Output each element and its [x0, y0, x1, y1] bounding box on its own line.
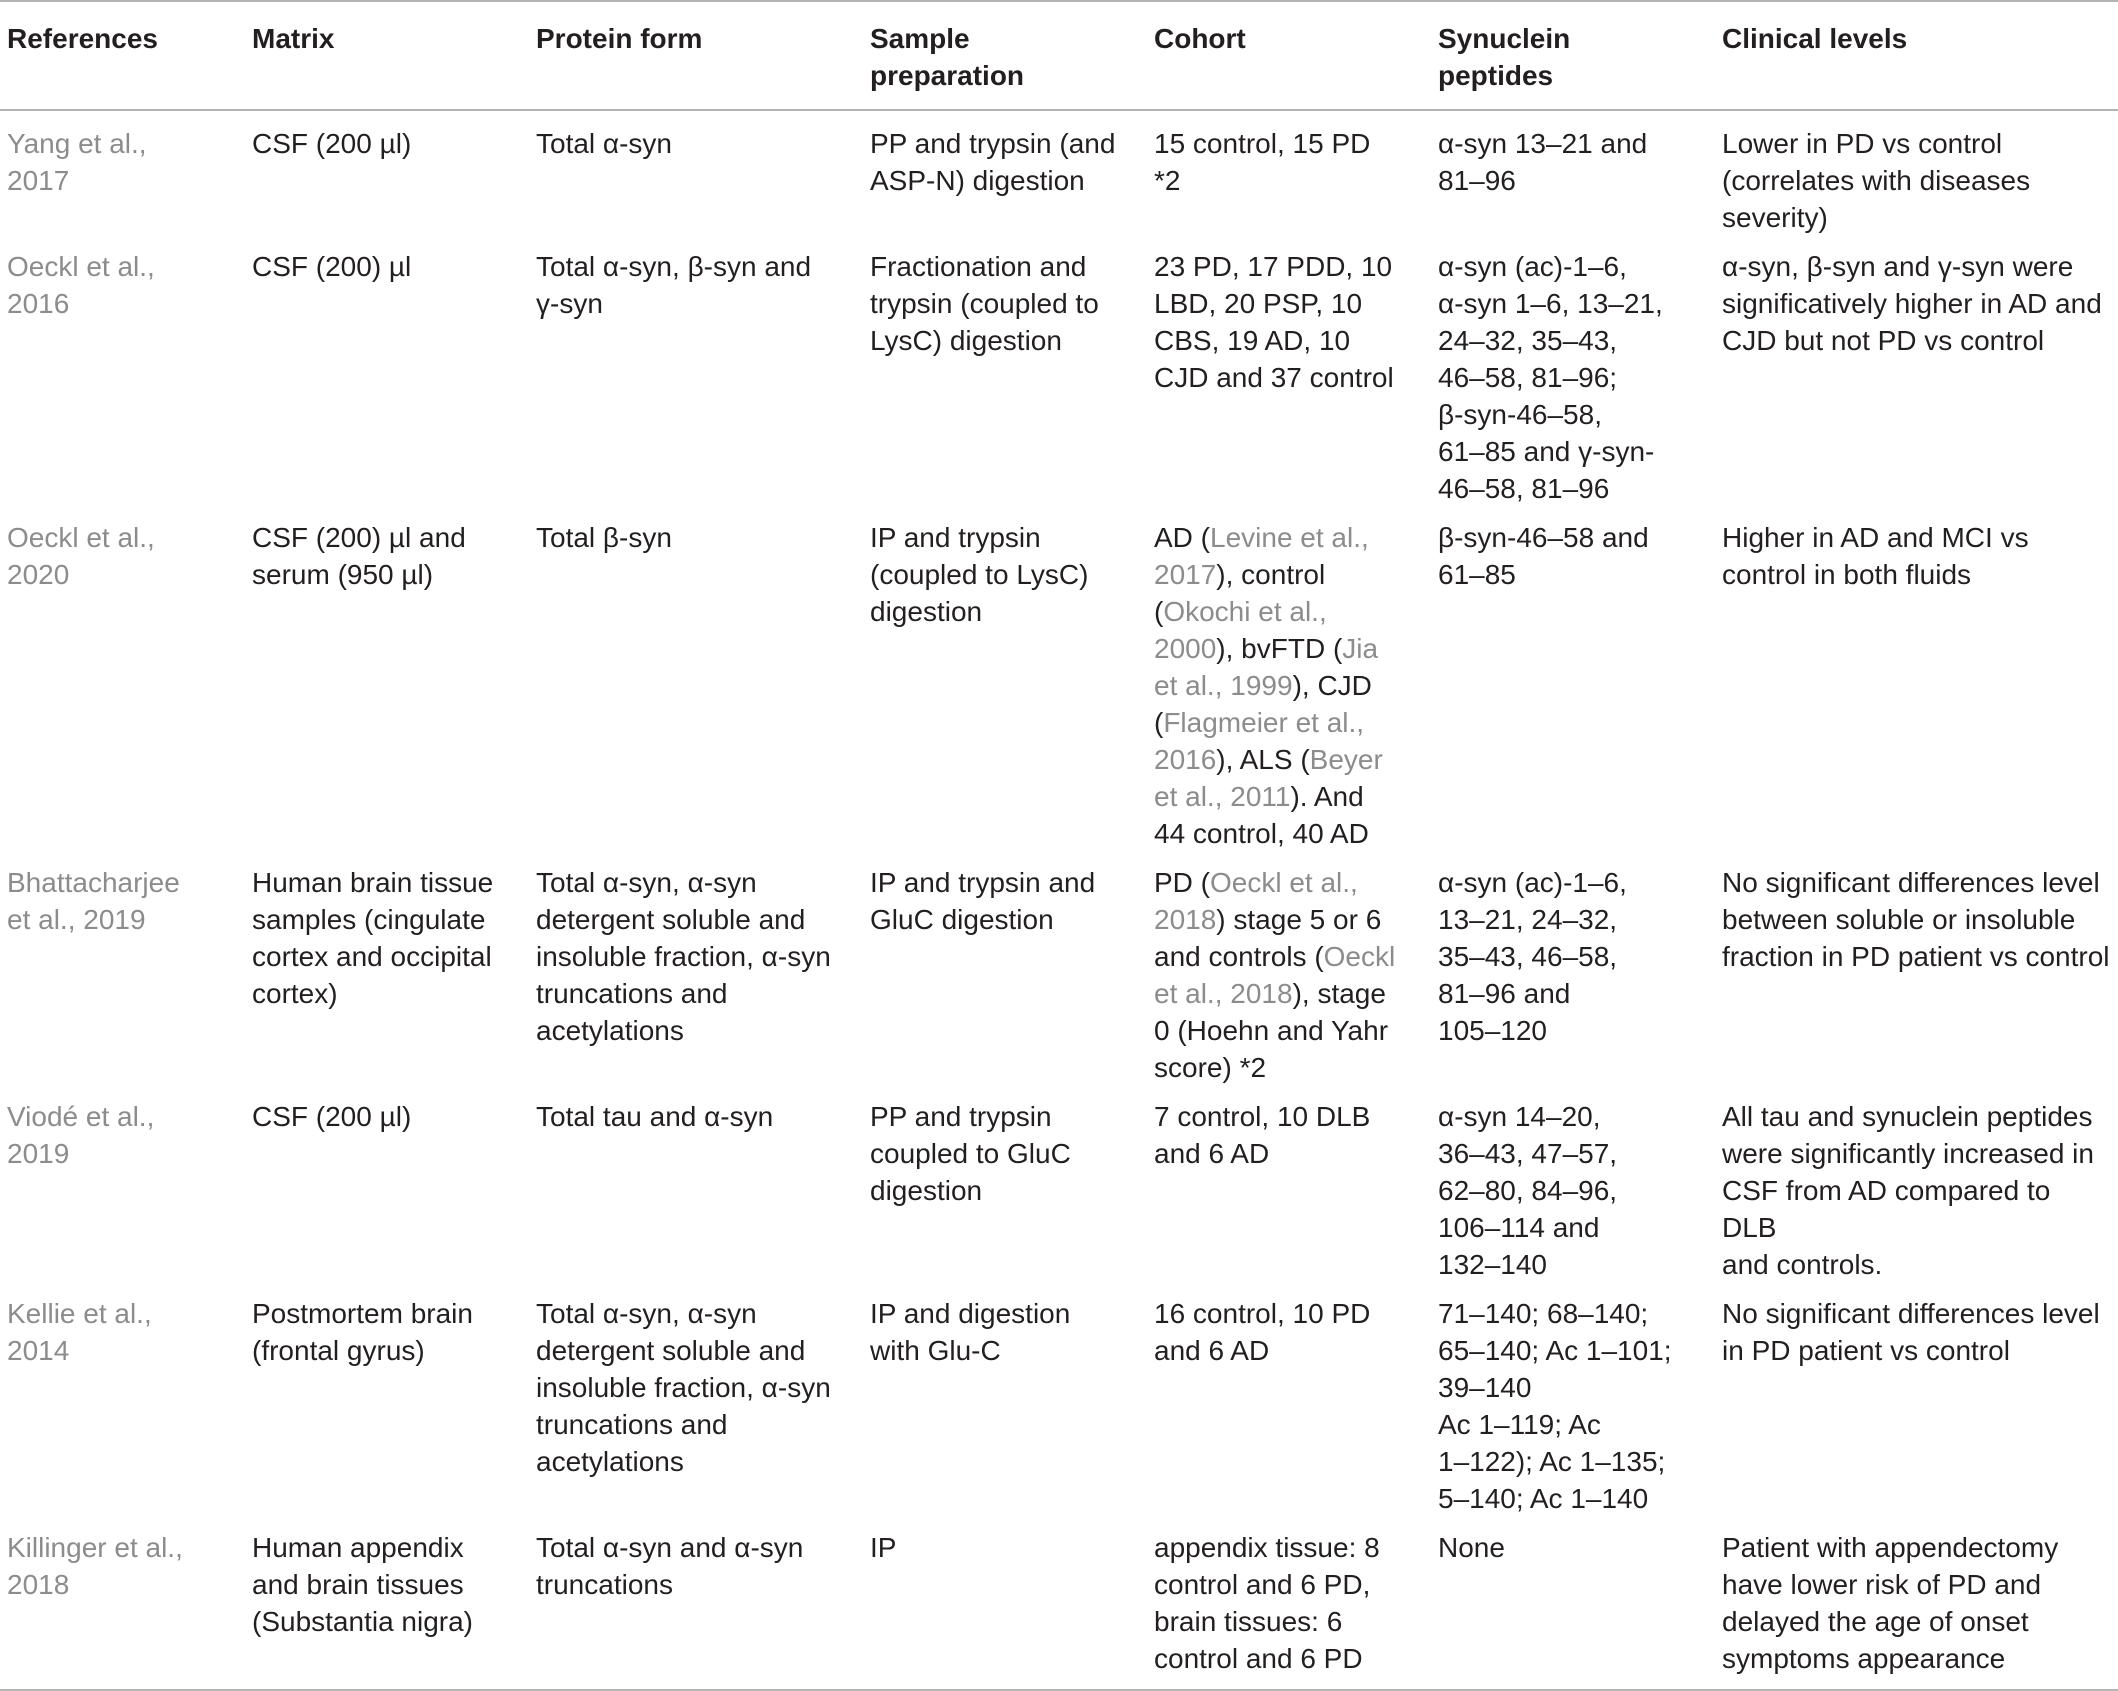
sample-preparation-cell: PP and trypsin coupled to GluC digestion: [870, 1101, 1071, 1206]
sample-preparation-cell: PP and trypsin (and ASP-N) digestion: [870, 128, 1116, 196]
matrix-cell: CSF (200 µl): [252, 1101, 412, 1132]
peptides-cell: α-syn (ac)-1–6, α-syn 1–6, 13–21, 24–32, 35–43, 46–58, 81–96; β-syn-46–58, 61–85 and γ-syn- 46–58, 81–96: [1438, 251, 1663, 504]
peptides-cell: α-syn 14–20, 36–43, 47–57, 62–80, 84–96, 106–114 and 132–140: [1438, 1101, 1618, 1280]
citation-link[interactable]: Jia et al., 1999: [1154, 633, 1379, 701]
clinical-levels-cell: Higher in AD and MCI vs control in both fluids: [1722, 522, 2029, 590]
cohort-cell: [1147, 513, 1431, 858]
clinical-levels-cell: All tau and synuclein peptides were significantly increased in CSF from AD compared to DLB and controls.: [1722, 1101, 2094, 1280]
header-references: References: [7, 23, 158, 54]
citation-link[interactable]: Oeckl et al., 2018: [1154, 941, 1396, 1009]
peptides-cell: α-syn (ac)-1–6, 13–21, 24–32, 35–43, 46–58, 81–96 and 105–120: [1438, 867, 1627, 1046]
table-row: [0, 242, 2118, 513]
cohort-cell: appendix tissue: 8 control and 6 PD, brain tissues: 6 control and 6 PD: [1154, 1532, 1380, 1674]
cohort-cell: 16 control, 10 PD and 6 AD: [1154, 1298, 1371, 1366]
matrix-cell: CSF (200 µl): [252, 128, 412, 159]
header-cohort: Cohort: [1154, 23, 1246, 54]
reference-cell[interactable]: Yang et al., 2017: [7, 128, 147, 196]
reference-cell[interactable]: Oeckl et al., 2016: [7, 251, 155, 319]
header-sample-preparation: Sample preparation: [870, 23, 1025, 91]
peptides-cell: α-syn 13–21 and 81–96: [1438, 128, 1648, 196]
reference-cell[interactable]: Oeckl et al., 2020: [7, 522, 155, 590]
reference-cell[interactable]: Viodé et al., 2019: [7, 1101, 155, 1169]
sample-preparation-cell: IP: [870, 1532, 897, 1563]
reference-cell[interactable]: Killinger et al., 2018: [7, 1532, 183, 1600]
peptides-cell: β-syn-46–58 and 61–85: [1438, 522, 1649, 590]
matrix-cell: Human appendix and brain tissues (Substantia nigra): [252, 1532, 474, 1637]
protein-form-cell: Total α-syn and α-syn truncations: [536, 1532, 804, 1600]
cohort-cell: 7 control, 10 DLB and 6 AD: [1154, 1101, 1371, 1169]
protein-form-cell: Total β-syn: [536, 522, 672, 553]
cohort-text: ). And 44 control, 40 AD: [1154, 781, 1369, 849]
clinical-levels-cell: No significant differences level in PD patient vs control: [1722, 1298, 2100, 1366]
citation-link[interactable]: Levine et al., 2017: [1154, 522, 1369, 590]
table-header: [0, 1, 2118, 110]
table-body: [0, 110, 2118, 1690]
header-matrix: Matrix: [252, 23, 335, 54]
header-clinical-levels: Clinical levels: [1722, 23, 1908, 54]
matrix-cell: CSF (200) µl and serum (950 µl): [252, 522, 466, 590]
cohort-text: PD (: [1154, 867, 1210, 898]
cohort-text: ), control (: [1154, 559, 1326, 627]
protein-form-cell: Total α-syn, β-syn and γ-syn: [536, 251, 812, 319]
reference-cell[interactable]: Kellie et al., 2014: [7, 1298, 152, 1366]
cohort-cell: 15 control, 15 PD *2: [1154, 128, 1371, 196]
cohort-text: AD (: [1154, 522, 1210, 553]
reference-cell[interactable]: Bhattacharjee et al., 2019: [7, 867, 180, 935]
cohort-text: ), ALS (: [1216, 744, 1310, 775]
cohort-text: ) stage 5 or 6 and controls (: [1154, 904, 1382, 972]
cohort-text: ), bvFTD (: [1216, 633, 1343, 664]
table-row: [0, 858, 2118, 1092]
citation-link[interactable]: Okochi et al., 2000: [1154, 596, 1327, 664]
protein-form-cell: Total α-syn, α-syn detergent soluble and insoluble fraction, α-syn truncations and acetylations: [536, 867, 831, 1046]
cohort-text: ), CJD (: [1154, 670, 1372, 738]
sample-preparation-cell: IP and trypsin (coupled to LysC) digestion: [870, 522, 1089, 627]
matrix-cell: CSF (200) µl: [252, 251, 412, 282]
sample-preparation-cell: IP and trypsin and GluC digestion: [870, 867, 1096, 935]
matrix-cell: Human brain tissue samples (cingulate cortex and occipital cortex): [252, 867, 494, 1009]
matrix-cell: Postmortem brain (frontal gyrus): [252, 1298, 473, 1366]
protein-form-cell: Total tau and α-syn: [536, 1101, 774, 1132]
sample-preparation-cell: IP and digestion with Glu-C: [870, 1298, 1071, 1366]
citation-link[interactable]: Flagmeier et al., 2016: [1154, 707, 1365, 775]
header-synuclein-peptides: Synuclein peptides: [1438, 23, 1571, 91]
protein-form-cell: Total α-syn: [536, 128, 673, 159]
table-row: [0, 513, 2118, 858]
table-row: [0, 110, 2118, 242]
table-row: [0, 1289, 2118, 1523]
citation-link[interactable]: Oeckl et al., 2018: [1154, 867, 1358, 935]
clinical-levels-cell: No significant differences level between soluble or insoluble fraction in PD patient vs control: [1722, 867, 2110, 972]
sample-preparation-cell: Fractionation and trypsin (coupled to LysC) digestion: [870, 251, 1099, 356]
clinical-levels-cell: Lower in PD vs control (correlates with diseases severity): [1722, 128, 2031, 233]
cohort-cell: 23 PD, 17 PDD, 10 LBD, 20 PSP, 10 CBS, 19 AD, 10 CJD and 37 control: [1154, 251, 1394, 393]
table-row: [0, 1523, 2118, 1690]
citation-link[interactable]: Beyer et al., 2011: [1154, 744, 1383, 812]
peptides-cell: None: [1438, 1532, 1505, 1563]
protein-form-cell: Total α-syn, α-syn detergent soluble and insoluble fraction, α-syn truncations and acetylations: [536, 1298, 831, 1477]
cohort-text: ), stage 0 (Hoehn and Yahr score) *2: [1154, 978, 1389, 1083]
header-protein-form: Protein form: [536, 23, 703, 54]
table-row: [0, 1092, 2118, 1289]
clinical-levels-cell: α-syn, β-syn and γ-syn were significatively higher in AD and CJD but not PD vs control: [1722, 251, 2102, 356]
peptides-cell: 71–140; 68–140; 65–140; Ac 1–101; 39–140 Ac 1–119; Ac 1–122); Ac 1–135; 5–140; Ac 1–140: [1438, 1298, 1672, 1514]
cohort-cell: [1147, 858, 1431, 1092]
clinical-levels-cell: Patient with appendectomy have lower risk of PD and delayed the age of onset symptoms appearance: [1722, 1532, 2059, 1674]
header-row: [0, 1, 2118, 110]
